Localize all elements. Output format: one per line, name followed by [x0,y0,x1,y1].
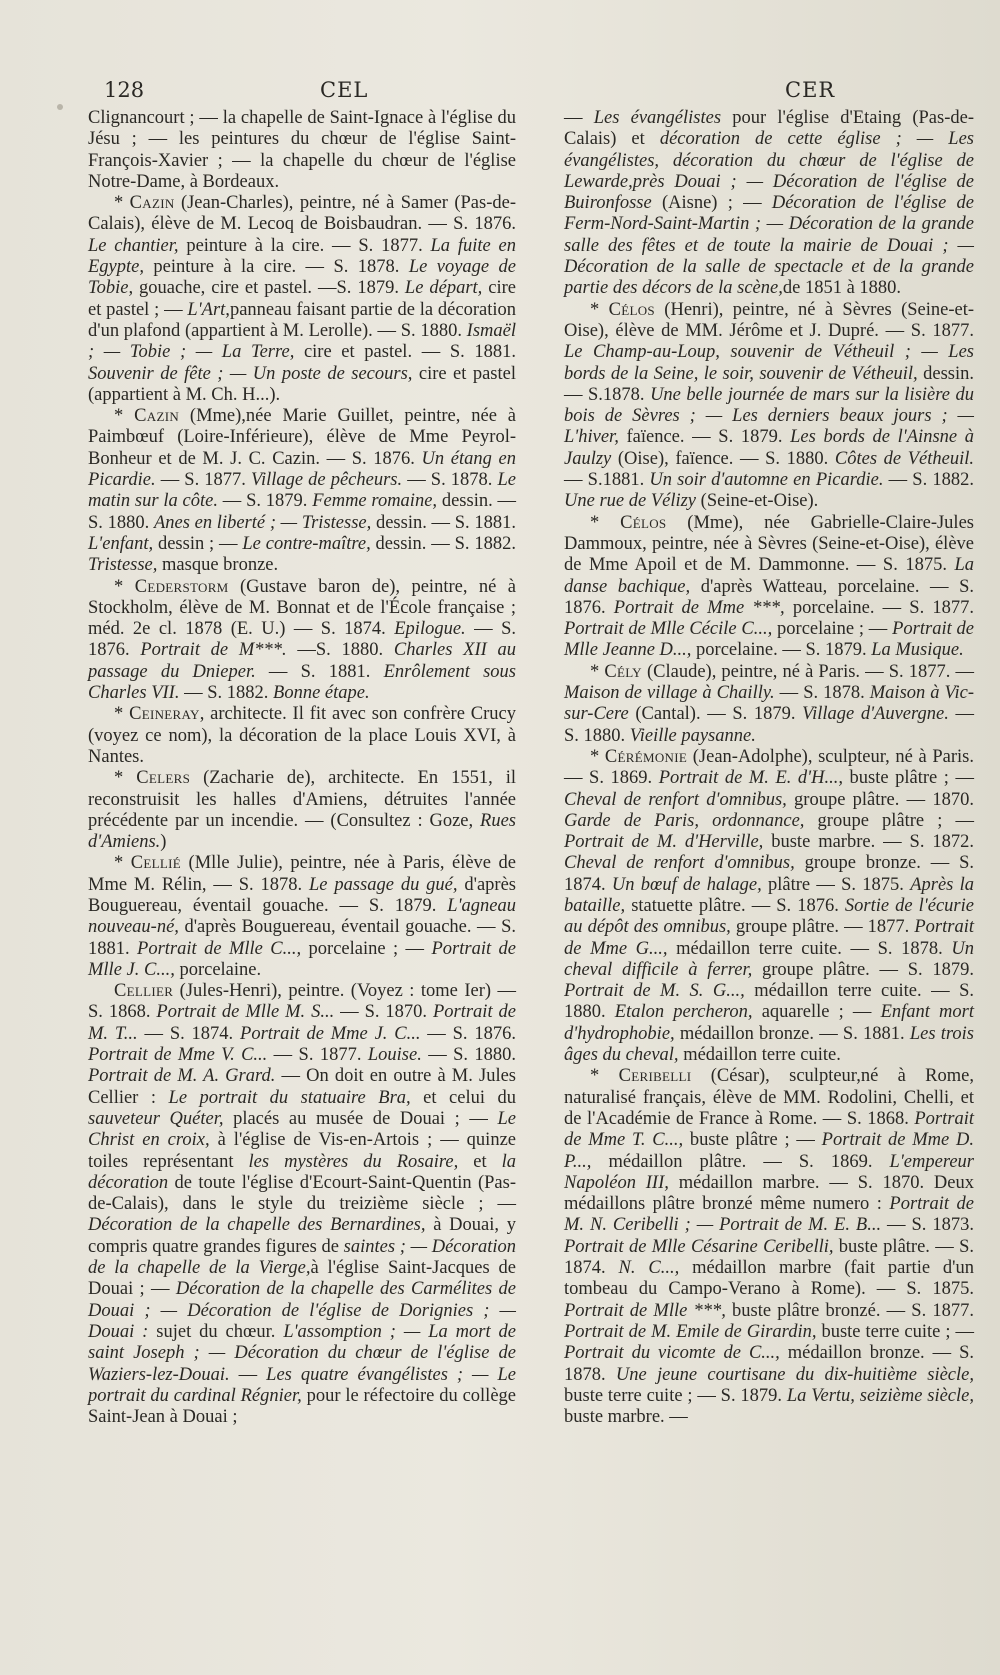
entry-text: médaillon marbre (fait partie d'un tombeau du Campo-Verano à Rome). — S. 1875. [564,1258,975,1300]
work-title: L'empereur Napoléon III, [564,1151,974,1193]
entry-text: * [590,1066,619,1087]
entry-text: buste plâtre ; — [843,768,974,789]
work-title: Etalon percheron, [614,1002,753,1023]
dictionary-entry [88,768,516,853]
entry-text: dessin. — S. 1882. [370,533,517,554]
work-title: sauveteur Quéter, [88,1108,224,1129]
work-title: Sortie de l'écurie au dépôt des omnibus, [564,895,974,938]
left-running-head: CEL [320,78,369,102]
entry-text: placés au musée de Douai ; — [223,1108,498,1129]
entry-name: Célos [620,512,667,533]
entry-text: et celui du [410,1087,516,1108]
entry-text: médaillon bronze. — S. 1878. [564,1343,974,1385]
entry-text: (César), sculpteur,né à Rome, naturalisé français, élève de MM. Rodolini, Chelli, et de l'Académie de France à Rome. — S. 1868. [564,1066,974,1129]
entry-text: buste terre cuite ; — S. 1879. [564,1385,787,1406]
entry-text: et [458,1151,502,1172]
entry-text: buste marbre. — S. 1872. [763,832,974,853]
work-title: Les quatre évangélistes ; — Le portrait du cardinal Régnier, [88,1364,516,1406]
work-title: La fuite en Egypte, [88,235,516,278]
left-column [88,108,516,1428]
work-title: Un soir d'automne en Picardie. [649,470,884,491]
dictionary-entry [88,853,516,981]
work-title: Portrait de M. S. G..., [564,981,745,1002]
work-title: Louise. [367,1045,422,1066]
work-title: décoration de cette église ; — Les évangélistes, décoration du chœur de l'église de Lewarde,près Douai ; — Décoration de l'église de Buironfosse [564,129,974,214]
work-title: Portrait de Mme J. C... [240,1023,421,1044]
entry-name: Cély [604,661,642,682]
entry-text: groupe plâtre. — S. 1879. [752,959,974,980]
entry-text: gouache, cire et pastel. —S. 1879. [133,278,405,299]
dictionary-entry [88,981,516,1428]
entry-text: — [229,1364,267,1385]
work-title: Les évangélistes [593,108,722,128]
entry-name: Celers [136,768,191,789]
entry-text: * [114,193,130,214]
work-title: Cheval de renfort d'omnibus, [564,789,787,810]
entry-text: porcelaine ; — [772,619,893,640]
entry-text: — S. 1882. [179,683,274,704]
entry-text: cire et pastel. — S. 1881. [294,342,516,363]
work-title: Le matin sur la côte. [88,470,516,512]
work-title: Les bords de l'Ainsne à Jaulzy [564,427,974,469]
entry-text: aquarelle ; — [752,1002,881,1023]
dictionary-entry [88,577,516,705]
entry-text: (Claude), peintre, né à Paris. — S. 1877. — [641,661,975,682]
work-title: Portrait de M. E. d'H..., [658,768,843,789]
entry-text: porcelaine. — S. 1877. [784,597,975,618]
entry-text: cire et pastel (appartient à M. Ch. H...). [88,363,516,405]
page-number: 128 [104,78,145,102]
entry-text: statuette plâtre. — S. 1876. [625,895,845,916]
entry-name: Ceribelli [618,1066,692,1087]
entry-text: (Mme),née Marie Guillet, peintre, née à Paimbœuf (Loire-Inférieure), élève de Mme Peyrol-Bonheur et de M. J. C. Cazin. — S. 1876. [88,406,517,469]
entry-text: — S. 1877. [155,470,252,491]
work-title: La Musique. [871,640,964,661]
work-title: Portrait de Mme ***, [613,597,785,618]
work-title: Portrait de Mme G..., [564,917,974,959]
work-title: N. C..., [618,1258,680,1279]
entry-text: * [114,853,131,874]
entry-text: dessin. — S. 1880. [88,491,517,533]
work-title: La Vertu, seizième siècle, [786,1385,974,1406]
entry-text: buste plâtre ; — [683,1130,822,1151]
entry-name: Cérémonie [604,746,688,767]
work-title: Bonne étape. [273,683,370,704]
entry-text: d'après Bouguereau, éventail gouache. — S. 1879. [88,874,516,916]
entry-name: Ceineray [129,704,200,725]
entry-text: — S. 1873. [881,1215,974,1236]
entry-text: — S. 1876. [420,1023,516,1044]
work-title: Le Christ en croix, [88,1108,516,1151]
work-title: L'Art, [187,299,230,320]
work-title: Une jeune courtisane du dix-huitième siècle, [615,1364,974,1385]
work-title: Le départ, [404,278,483,299]
work-title: Après la bataille, [564,874,975,916]
work-title: Enrôlement sous Charles VII. [88,661,516,704]
work-title: Portrait de Mlle Cécile C..., [564,619,773,640]
work-title: Ismaël ; — Tobie ; — La Terre, [88,320,516,363]
continued-paragraph [88,108,516,193]
entry-text: — S. 1870. [334,1002,433,1023]
work-title: Femme romaine, [312,491,438,512]
entry-text: peinture à la cire. — S. 1878. [144,257,409,278]
work-title: Les trois âges du cheval, [564,1023,974,1066]
entry-text: (Mme), née Gabrielle-Claire-Jules Dammoux, peintre, née à Sèvres (Seine-et-Oise), élève de Mme Apoil et de M. Dammonne. — S. 1875. [564,512,974,576]
entry-text: —S. 1880. [286,640,394,661]
work-title: Un bœuf de halage, [611,874,762,895]
work-title: Portrait de Mlle Césarine Ceribelli, [564,1236,834,1257]
work-title: Portrait de Mlle Jeanne D..., [564,619,974,661]
work-title: Rues d'Amiens. [88,810,516,853]
entry-text: (Aisne) ; — [651,193,772,214]
entry-text: — On doit en outre à M. Jules Cellier : [88,1066,516,1108]
work-title: Portrait de Mlle M. S... [156,1002,335,1023]
work-title: Portrait de Mme V. C... [88,1045,268,1066]
entry-text: — S. 1881. [255,661,384,682]
entry-text: dessin. — S.1878. [564,363,975,405]
entry-text: à l'église de Vis-en-Artois ; — quinze toiles représentant [88,1130,516,1172]
entry-text: (Seine-et-Oise). [696,491,819,512]
entry-text: (Oise), faïence. — S. 1880. [611,448,835,469]
work-title: Un étang en Picardie. [88,448,516,491]
entry-text: (Gustave baron de), peintre, né à Stockholm, élève de M. Bonnat et de l'École française ; méd. 2e cl. 1878 (E. U.) — S. 1874. [88,576,517,640]
work-title: Une belle journée de mars sur la lisière du bois de Sèvres ; — Les derniers beaux jours ; — L'hiver, [564,384,974,448]
entry-text: — S. 1879. [218,491,313,512]
entry-text: (Jean-Adolphe), sculpteur, né à Paris. — S. 1869. [564,746,975,789]
entry-text: ) [160,832,167,853]
entry-text: — S. 1880. [564,704,975,746]
entry-name: Cellier [114,981,174,1002]
entry-text: à Douai, y compris quatre grandes figures de [88,1215,516,1257]
entry-text: * [590,661,605,682]
entry-text: de toute l'église d'Ecourt-Saint-Quentin (Pas-de-Calais), dans le style du treizième siècle ; — [88,1172,516,1215]
work-title: Portrait de Mme D. P..., [564,1130,974,1172]
work-title: Décoration de la chapelle des Bernardines, [88,1215,426,1236]
work-title: Un cheval difficile à ferrer, [564,938,974,980]
entry-name: Célos [608,299,655,320]
entry-text: * [590,746,605,767]
work-title: L'enfant, [88,533,154,554]
entry-text: groupe plâtre ; — [804,810,975,831]
entry-text: (Zacharie de), architecte. En 1551, il reconstruisit les halles d'Amiens, détruites l'année précédente par un incendie. — (Consultez : Goze, [88,768,517,831]
dictionary-entry [88,704,516,768]
entry-name: Cazin [129,193,175,214]
entry-text: dessin. — S. 1881. [371,512,517,533]
entry-text: d'après Bouguereau, éventail gouache. — S. 1881. [88,917,516,959]
dictionary-entry [564,662,974,747]
work-title: saintes ; — Décoration de la chapelle de la Vierge, [88,1236,516,1279]
entry-text: de 1851 à 1880. [782,278,902,299]
entry-text: buste marbre. — [564,1407,688,1428]
entry-text: (Mlle Julie), peintre, née à Paris, élève de Mme M. Rélin, — S. 1878. [88,853,517,895]
work-title: L'assomption ; — La mort de saint Joseph ; — Décoration du chœur de l'église de Waziers-lez-Douai. [88,1321,517,1385]
work-title: Tristesse, [88,555,158,576]
entry-text: * [590,512,621,533]
work-title: Le voyage de Tobie, [88,257,516,299]
entry-name: Cazin [134,406,180,427]
entry-text: — S. 1876. [88,619,516,661]
entry-text: * [590,299,609,320]
entry-text: — S. 1877. [267,1045,368,1066]
work-title: Portrait de M***. [140,640,287,661]
work-title: la décoration [88,1151,516,1193]
right-column [564,108,974,1428]
dictionary-entry [564,747,974,1066]
work-title: Le Champ-au-Loup, souvenir de Vétheuil ; — Les bords de la Seine, le soir, souvenir de Vétheuil, [564,342,974,384]
work-title: Portrait de Mlle C..., [137,938,302,959]
entry-text: — S. 1874. [137,1023,241,1044]
work-title: Garde de Paris, ordonnance, [564,810,805,831]
entry-text: , architecte. Il fit avec son confrère Crucy (voyez ce nom), la décoration de la place Louis XVI, à Nantes. [88,704,516,767]
work-title: Le chantier, [88,235,179,256]
entry-text: médaillon bronze. — S. 1881. [674,1023,910,1044]
running-header [0,70,1000,110]
entry-text: à l'église Saint-Jacques de Douai ; — [88,1258,516,1300]
work-title: Le portrait du statuaire Bra, [168,1087,411,1108]
entry-text: masque bronze. [157,555,279,576]
entry-text: dessin ; — [153,533,243,554]
right-running-head: CER [785,78,836,102]
entry-text: buste plâtre. — S. 1874. [564,1236,974,1279]
entry-text: groupe bronze. — S. 1874. [564,853,974,895]
dictionary-entry [564,1066,974,1428]
entry-text: d'après Watteau, porcelaine. — S. 1876. [564,576,975,618]
work-title: Village de pêcheurs. [251,470,403,491]
work-title: Le passage du gué, [309,874,458,895]
work-title: Maison à Vic-sur-Cere [564,683,974,725]
entry-text: pour le réfectoire du collège Saint-Jean à Douai ; [88,1385,516,1428]
entry-text: — S. 1878. [402,470,498,491]
work-title: Côtes de Vétheuil. [834,448,974,469]
entry-text: — S. 1880. [421,1045,516,1066]
entry-text: médaillon plâtre. — S. 1869. [591,1151,890,1172]
dictionary-entry [88,193,516,406]
dictionary-entry [88,406,516,576]
work-title: Epilogue. [394,619,466,640]
work-title: Enfant mort d'hydrophobie, [564,1002,974,1044]
continued-paragraph [564,108,974,300]
work-title: La danse bachique, [564,555,974,597]
entry-text: Clignancourt ; — la chapelle de Saint-Ignace à l'église du Jésu ; — les peintures du chœur de l'église Saint-François-Xavier ; — la chapelle du chœur de l'église Notre-Dame, à Bordeaux. [88,108,516,192]
entry-text: groupe plâtre. — 1877. [730,917,915,938]
entry-text: médaillon terre cuite. [678,1045,841,1066]
work-title: Une rue de Vélizy [564,491,697,512]
entry-text: buste terre cuite ; — [816,1321,974,1342]
entry-text: pour l'église d'Etaing (Pas-de-Calais) et [564,108,974,150]
entry-text: * [114,406,135,427]
entry-name: Cellié [130,853,182,874]
entry-text: cire et pastel ; — [88,278,516,320]
dictionary-entry [564,513,974,662]
work-title: Maison de village à Chailly. [564,683,775,704]
work-title: Souvenir de fête ; — Un poste de secours, [88,363,413,384]
entry-text: (Jules-Henri), peintre. (Voyez : tome Ier) — S. 1868. [88,981,516,1023]
work-title: Portrait de Mlle ***, [564,1300,726,1321]
entry-text: porcelaine. — S. 1879. [691,640,872,661]
entry-text: groupe plâtre. — 1870. [786,789,974,810]
entry-text: porcelaine. [174,959,262,980]
entry-text: (Cantal). — S. 1879. [628,704,803,725]
entry-text: plâtre — S. 1875. [761,874,911,895]
entry-text: * [114,576,135,597]
entry-text: médaillon terre cuite. — S. 1878. [667,938,952,959]
work-title: les mystères du Rosaire, [248,1151,459,1172]
entry-text: — S.1881. [564,470,650,491]
work-title: Portrait de M. Emile de Girardin, [564,1321,817,1342]
entry-text: (Jean-Charles), peintre, né à Samer (Pas-de-Calais), élève de M. Lecoq de Boisbaudran. — S. 1876. [88,193,516,235]
work-title: Vieille paysanne. [629,725,756,746]
work-title: Village d'Auvergne. [802,704,949,725]
work-title: Portrait du vicomte de C..., [564,1343,780,1364]
work-title: Portrait de M. A. Grard. [88,1066,276,1087]
work-title: Charles XII au passage du Dnieper. [88,640,517,682]
entry-text: — S. 1878. [774,683,870,704]
entry-text: — S. 1882. [883,470,974,491]
work-title: Portrait de Mme T. C..., [564,1108,974,1151]
entry-text: porcelaine ; — [301,938,432,959]
entry-text: peinture à la cire. — S. 1877. [178,235,431,256]
entry-text: * [114,768,137,789]
entry-text: faïence. — S. 1879. [618,427,791,448]
entry-text: — [564,108,594,128]
work-title: Portrait de M. N. Ceribelli ; — Portrait de M. E. B... [564,1194,974,1236]
entry-text: médaillon terre cuite. — S. 1880. [564,981,975,1023]
work-title: Anes en liberté ; — Tristesse, [153,512,372,533]
work-title: Portrait de M. T... [88,1002,516,1044]
entry-text: (Henri), peintre, né à Sèvres (Seine-et-Oise), élève de MM. Jérôme et J. Dupré. — S. 1877. [564,299,975,341]
work-title: Décoration de la chapelle des Carmélites de Douai ; — Décoration de l'église de Dorignies ; — Douai : [88,1279,516,1342]
work-title: Cheval de renfort d'omnibus, [564,853,795,874]
entry-text: * [114,704,130,725]
entry-text: panneau faisant partie de la décoration d'un plafond (appartient à M. Lerolle). — S. 1880. [88,299,516,341]
work-title: Portrait de M. d'Herville, [564,832,764,853]
work-title: Portrait de Mlle J. C..., [88,938,516,980]
work-title: L'agneau nouveau-né, [88,895,516,938]
work-title: Le contre-maître, [242,533,371,554]
entry-text: buste plâtre bronzé. — S. 1877. [725,1300,974,1321]
entry-text: sujet du chœur. [148,1321,284,1342]
dictionary-entry [564,300,974,513]
entry-name: Cederstorm [134,576,229,597]
work-title: Décoration de l'église de Ferm-Nord-Saint-Martin ; — Décoration de la grande salle des fêtes et de toute la mairie de Douai ; — Décoration de la salle de spectacle et de la grande partie des décors de la scène, [564,193,974,299]
entry-text: médaillon marbre. — S. 1870. Deux médaillons plâtre bronzé même numero : [564,1172,974,1215]
